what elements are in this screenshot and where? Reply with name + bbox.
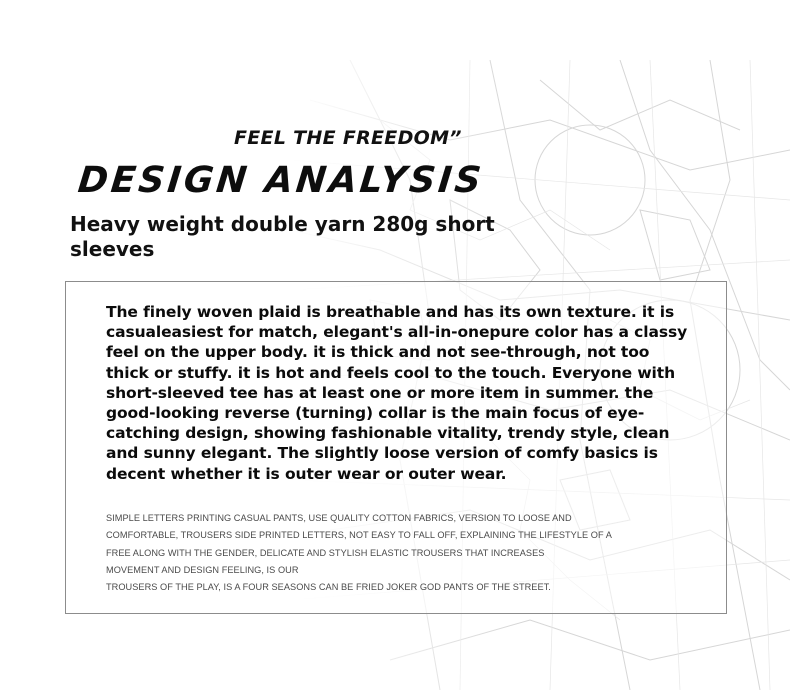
fine-print-line: FREE ALONG WITH THE GENDER, DELICATE AND STYLISH ELASTIC TROUSERS THAT INCREASES: [106, 547, 545, 558]
description-text: The finely woven plaid is breathable and has its own texture. it is casualeasiest for match, elegant's all-in-onepure color has a classy feel on the upper body. it is thick and not see-through, not too thick or stuffy. it is hot and feels cool to the touch. Everyone with short-sleeved tee has at least one or more item in summer. the good-looking reverse (turning) collar is the main focus of eye-catching design, showing fashionable vitality, trendy style, clean and sunny elegant. The slightly loose version of comfy basics is decent whether it is outer wear or outer wear.: [106, 303, 688, 483]
product-subtitle: Heavy weight double yarn 280g short sleeves: [70, 212, 495, 261]
fine-print-line: TROUSERS OF THE PLAY, IS A FOUR SEASONS CAN BE FRIED JOKER GOD PANTS OF THE STREET.: [106, 582, 551, 593]
slogan-text: FEEL THE FREEDOM”: [234, 127, 462, 149]
fine-print-line: COMFORTABLE, TROUSERS SIDE PRINTED LETTERS, NOT EASY TO FALL OFF, EXPLAINING THE LIFESTYLE OF A: [106, 530, 612, 541]
fine-print-block: [106, 510, 696, 596]
fine-print-line: MOVEMENT AND DESIGN FEELING, IS OUR: [106, 564, 299, 575]
section-heading: DESIGN ANALYSIS: [76, 160, 486, 201]
fine-print-line: SIMPLE LETTERS PRINTING CASUAL PANTS, USE QUALITY COTTON FABRICS, VERSION TO LOOSE AND: [106, 513, 572, 523]
